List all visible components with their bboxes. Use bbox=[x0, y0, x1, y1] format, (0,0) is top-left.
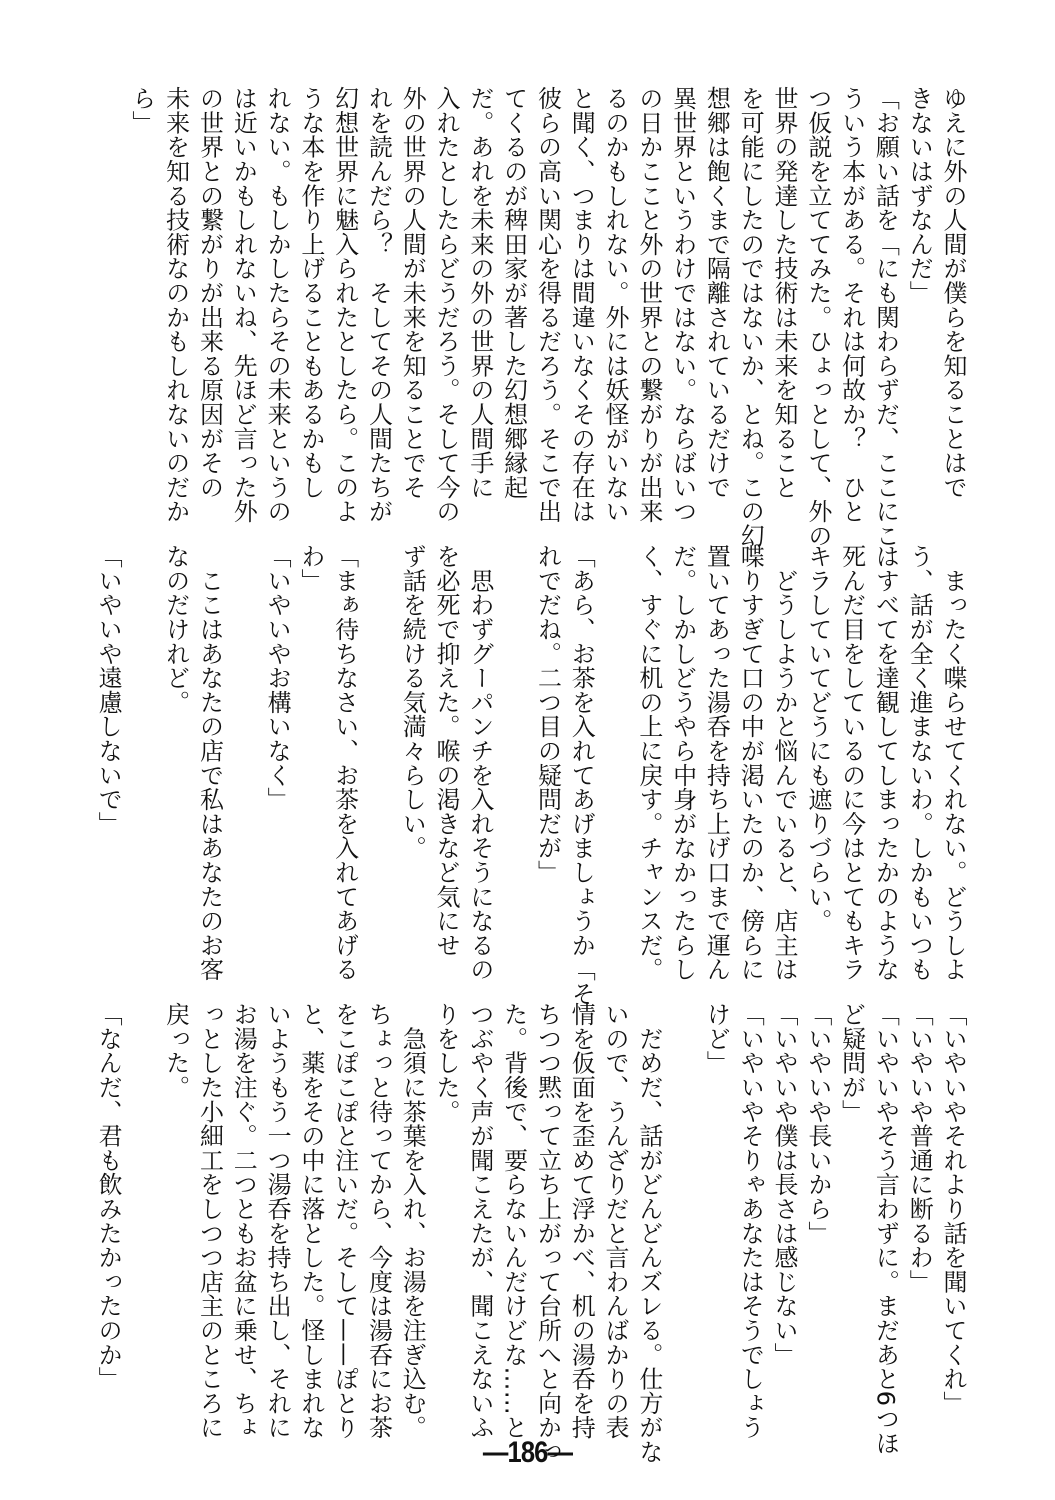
text-column bbox=[496, 544, 530, 964]
text-column: 「いやいやそれより話を聞いてくれ」 bbox=[939, 1002, 967, 1416]
text-column: りをした。 bbox=[432, 1002, 461, 1124]
text-column: 置いてあった湯呑を持ち上げ口まで運ん bbox=[702, 544, 731, 982]
text-column: てくるのが稗田家が著した幻想郷縁起 bbox=[499, 86, 528, 500]
text-column: いので、うんざりだと言わんばかりの表 bbox=[601, 1002, 630, 1440]
text-column: れでだね。二つ目の疑問だが」 bbox=[533, 544, 562, 885]
text-column: く、すぐに机の上に戻す。チャンスだ。 bbox=[634, 544, 663, 982]
text-column: 戻った。 bbox=[161, 1002, 190, 1100]
text-column: わ」 bbox=[296, 544, 325, 593]
text-column: う、話が全く進まないわ。しかもいつも bbox=[905, 544, 934, 982]
text-column: 情を仮面を歪めて浮かべ、机の湯呑を持 bbox=[567, 1002, 596, 1440]
text-column: 「まぁ待ちなさい、お茶を入れてあげる bbox=[330, 544, 359, 982]
text-column: れを読んだら？ そしてその人間たちが bbox=[364, 86, 393, 524]
text-column: ちつつ黙って立ち上がって台所へと向かっ bbox=[533, 1002, 562, 1464]
text-column: を必死で抑えた。喉の渇きなど気にせ bbox=[432, 544, 461, 958]
text-column: つ仮説を立ててみた。ひょっとして、外の bbox=[803, 86, 832, 548]
text-column: はすべてを達観してしまったかのような bbox=[871, 544, 900, 982]
text-column: まったく喋らせてくれない。どうしよ bbox=[939, 544, 967, 982]
text-column: た。背後で、要らないんだけどな……と bbox=[499, 1002, 528, 1440]
text-column: 「いやいやお構いなく」 bbox=[263, 544, 292, 812]
text-tier-top bbox=[124, 86, 969, 548]
text-column: 「いやいや僕は長さは感じない」 bbox=[770, 1002, 799, 1367]
text-column: 外の世界の人間が未来を知ることでそ bbox=[398, 86, 427, 500]
text-column bbox=[225, 544, 259, 964]
text-column: 「いやいや長いから」 bbox=[803, 1002, 832, 1245]
text-column: を可能にしたのではないか、とね。この幻 bbox=[736, 86, 765, 548]
text-column: 「いやいや普通に断るわ」 bbox=[905, 1002, 934, 1294]
text-column: お湯を注ぐ。二つともお盆に乗せ、ちょ bbox=[229, 1002, 258, 1440]
text-column: 未来を知る技術なのかもしれないのだか bbox=[161, 86, 190, 524]
text-column: れない。もしかしたらその未来というの bbox=[263, 86, 292, 524]
text-tier-middle bbox=[90, 544, 969, 1006]
text-column: っとした小細工をしつつ店主のところに bbox=[195, 1002, 224, 1440]
text-column: ここはあなたの店で私はあなたのお客 bbox=[195, 544, 224, 982]
text-column: 想郷は飽くまで隔離されているだけで bbox=[702, 86, 731, 500]
text-column: つぶやく声が聞こえたが、聞こえないふ bbox=[465, 1002, 494, 1440]
text-column: だめだ、話がどんどんズレる。仕方がな bbox=[634, 1002, 663, 1464]
text-column: 異世界というわけではない。ならばいつ bbox=[668, 86, 697, 524]
text-column: だ。しかしどうやら中身がなかったらし bbox=[668, 544, 697, 982]
text-column: 「なんだ、君も飲みたかったのか」 bbox=[94, 1002, 123, 1391]
text-column: 「いやいやそりゃあなたはそうでしょう bbox=[736, 1002, 765, 1440]
text-column: ゆえに外の人間が僕らを知ることはで bbox=[939, 86, 967, 500]
text-column: をこぽこぽと注いだ。そして——ぽとり bbox=[330, 1002, 359, 1440]
text-column bbox=[597, 544, 631, 964]
text-column: 「いやいや遠慮しないで」 bbox=[94, 544, 123, 836]
text-column: 思わずグーパンチを入れそうになるの bbox=[465, 544, 494, 982]
page-number: —186— bbox=[482, 1436, 573, 1469]
text-column: 「いやいやそう言わずに。まだあと6つほ bbox=[871, 1002, 900, 1455]
text-column bbox=[665, 1002, 699, 1422]
text-column: の世界との繋がりが出来る原因がその bbox=[195, 86, 224, 500]
text-column: るのかもしれない。外には妖怪がいない bbox=[601, 86, 630, 524]
text-column: キラしていてどうにも遮りづらい。 bbox=[803, 544, 832, 933]
text-column: 入れたとしたらどうだろう。そして今の bbox=[432, 86, 461, 524]
text-column: と、薬をその中に落とした。怪しまれな bbox=[296, 1002, 325, 1440]
text-column: いようもう一つ湯呑を持ち出し、それに bbox=[263, 1002, 292, 1440]
text-column: 彼らの高い関心を得るだろう。そこで出 bbox=[533, 86, 562, 524]
text-column: 死んだ目をしているのに今はとてもキラ bbox=[837, 544, 866, 982]
text-column: ず話を続ける気満々らしい。 bbox=[398, 544, 427, 860]
text-column: なのだけれど。 bbox=[161, 544, 190, 715]
text-column bbox=[124, 544, 158, 964]
text-column: けど」 bbox=[702, 1002, 731, 1075]
text-column: きないはずなんだ」 bbox=[905, 86, 934, 305]
text-column: 世界の発達した技術は未来を知ること bbox=[770, 86, 799, 500]
text-column bbox=[361, 544, 395, 964]
text-column: ちょっと待ってから、今度は湯呑にお茶 bbox=[364, 1002, 393, 1440]
text-column: 「あら、お茶を入れてあげましょうか「そ bbox=[567, 544, 596, 1006]
text-column: ら」 bbox=[127, 86, 156, 135]
text-column: は近いかもしれないね、先ほど言った外 bbox=[229, 86, 258, 524]
text-column bbox=[124, 1002, 158, 1422]
text-column: 「お願い話を「にも関わらずだ、ここにこ bbox=[871, 86, 900, 548]
text-column: 喋りすぎて口の中が渇いたのか、傍らに bbox=[736, 544, 765, 982]
text-column: うな本を作り上げることもあるかもし bbox=[296, 86, 325, 500]
text-column: ど疑問が」 bbox=[837, 1002, 866, 1124]
text-column: 幻想世界に魅入られたとしたら。このよ bbox=[330, 86, 359, 524]
text-column: だ。あれを未来の外の世界の人間手に bbox=[465, 86, 494, 500]
text-column: と聞く、つまりは間違いなくその存在は bbox=[567, 86, 596, 524]
text-column: どうしようかと悩んでいると、店主は bbox=[770, 544, 799, 982]
text-column: ういう本がある。それは何故か？ ひと bbox=[837, 86, 866, 524]
text-column: 急須に茶葉を入れ、お湯を注ぎ込む。 bbox=[398, 1002, 427, 1440]
text-column: の日かここと外の世界との繋がりが出来 bbox=[634, 86, 663, 524]
